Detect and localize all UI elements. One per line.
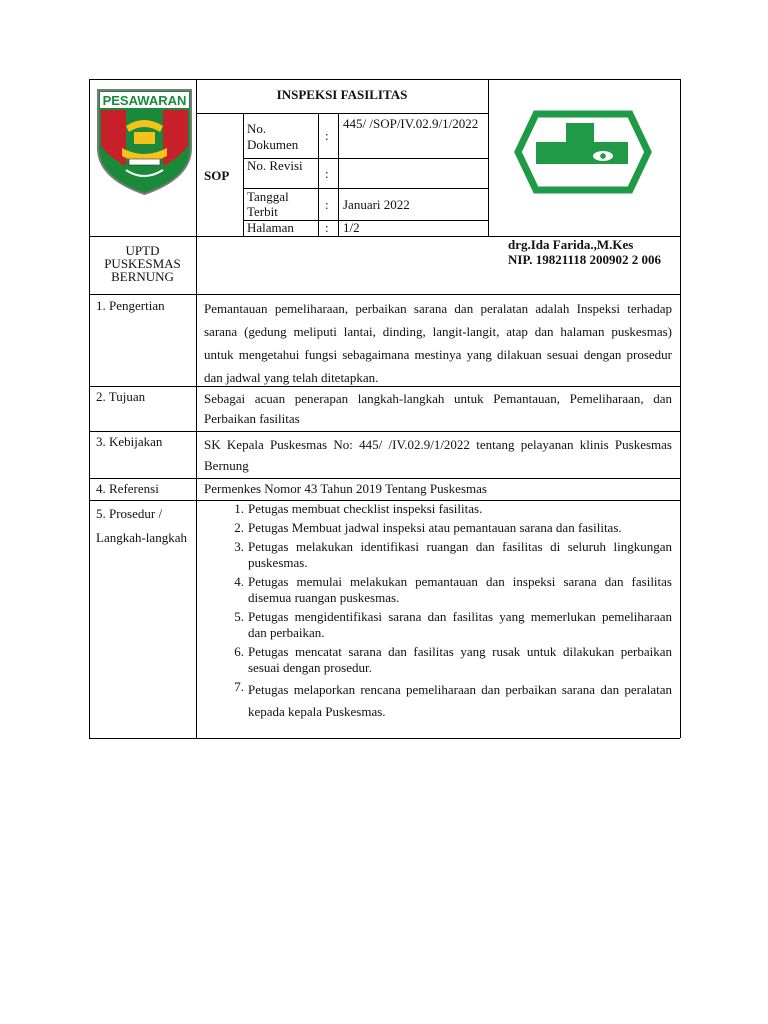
list-item: 3. Petugas melakukan identifikasi ruangan dan fasilitas di seluruh lingkungan puskesmas. bbox=[234, 539, 672, 570]
section-text-kebijakan: SK Kepala Puskesmas No: 445/ /IV.02.9/1/2022 tentang pelayanan klinis Puskesmas Bernung bbox=[204, 437, 672, 473]
list-item: 1. Petugas membuat checklist inspeksi fasilitas. bbox=[234, 501, 483, 516]
signer-name: drg.Ida Farida.,M.Kes bbox=[508, 237, 634, 252]
sop-label: SOP bbox=[204, 168, 230, 183]
signer-nip: NIP. 19821118 200902 2 006 bbox=[508, 252, 662, 267]
field-value-halaman: 1/2 bbox=[343, 220, 360, 235]
pesawaran-logo bbox=[96, 86, 193, 196]
field-label-no-revisi: No. Revisi bbox=[247, 158, 303, 173]
field-sep: : bbox=[325, 166, 329, 181]
field-value-no-dokumen: 445/ /SOP/IV.02.9/1/2022 bbox=[343, 116, 479, 131]
list-item: 7. Petugas melaporkan rencana pemeliharaan dan perbaikan sarana dan peralatan kepada kepala Puskesmas. bbox=[234, 679, 672, 719]
field-sep: : bbox=[325, 128, 329, 143]
field-label-tanggal-terbit: Tanggal Terbit bbox=[247, 189, 289, 219]
field-label-halaman: Halaman bbox=[247, 220, 294, 235]
puskesmas-logo bbox=[514, 110, 652, 194]
section-label-tujuan: 2. Tujuan bbox=[96, 389, 146, 404]
field-sep: : bbox=[325, 197, 329, 212]
section-label-referensi: 4. Referensi bbox=[96, 481, 159, 496]
section-text-tujuan: Sebagai acuan penerapan langkah-langkah untuk Pemantauan, Pemeliharaan, dan Perbaikan fasilitas bbox=[204, 391, 672, 426]
section-text-pengertian: Pemantauan pemeliharaan, perbaikan sarana dan peralatan adalah Inspeksi terhadap sarana (gedung meliputi lantai, dinding, langit-langit, atap dan halaman puskesmas) untuk mengetahui fungsi sebagaimana mestinya yang dilakuan sesuai dengan prosedur dan jadwal yang telah ditetapkan. bbox=[204, 301, 672, 385]
procedure-steps bbox=[204, 501, 672, 726]
section-label-prosedur: 5. Prosedur / Langkah-langkah bbox=[96, 506, 187, 545]
field-sep: : bbox=[325, 220, 329, 235]
field-value-tanggal-terbit: Januari 2022 bbox=[343, 197, 410, 212]
document-title: INSPEKSI FASILITAS bbox=[276, 87, 408, 102]
list-item: 6. Petugas mencatat sarana dan fasilitas yang rusak untuk dilakukan perbaikan sesuai dengan prosedur. bbox=[234, 644, 672, 675]
list-item: 4. Petugas memulai melakukan pemantauan dan inspeksi sarana dan fasilitas disemua ruangan puskesmas. bbox=[234, 574, 672, 605]
svg-text:PESAWARAN: PESAWARAN bbox=[102, 93, 187, 108]
list-item: 5. Petugas mengidentifikasi sarana dan fasilitas yang memerlukan pemeliharaan dan perbaikan. bbox=[234, 609, 672, 640]
field-label-no-dokumen: No. Dokumen bbox=[247, 121, 299, 152]
org-name: UPTD PUSKESMAS BERNUNG bbox=[104, 243, 181, 284]
section-label-kebijakan: 3. Kebijakan bbox=[96, 434, 163, 449]
list-item: 2. Petugas Membuat jadwal inspeksi atau pemantauan sarana dan fasilitas. bbox=[234, 520, 622, 535]
section-label-pengertian: 1. Pengertian bbox=[96, 298, 165, 313]
section-text-referensi: Permenkes Nomor 43 Tahun 2019 Tentang Puskesmas bbox=[204, 481, 487, 496]
